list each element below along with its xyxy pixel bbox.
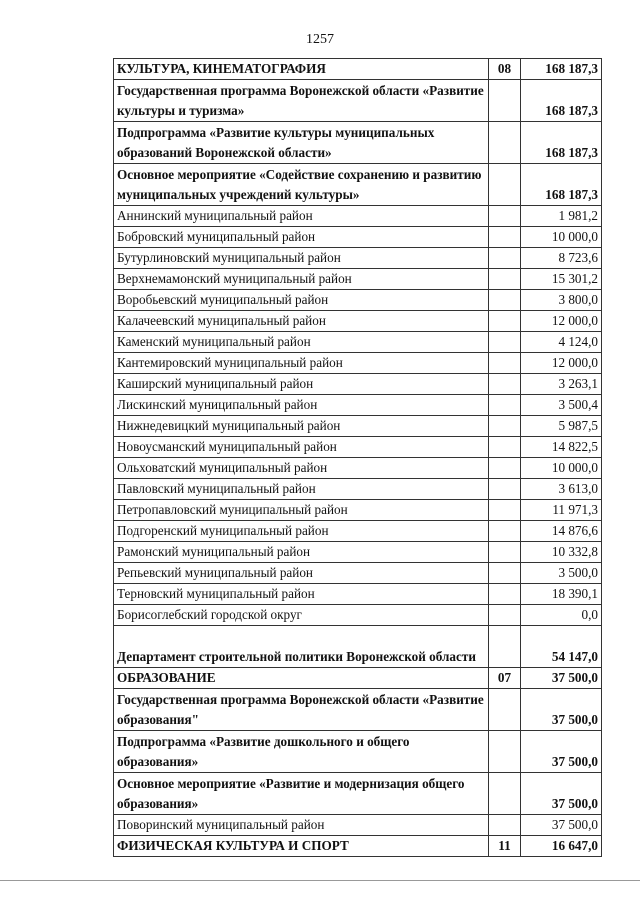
- row-section-code: [489, 458, 521, 479]
- table-row: [114, 59, 602, 80]
- page-number: 1257: [306, 32, 334, 47]
- row-name: Государственная программа Воронежской области «Развитие образования": [114, 689, 489, 731]
- row-section-code: [489, 311, 521, 332]
- row-name: Подгоренский муниципальный район: [114, 521, 489, 542]
- row-name: Подпрограмма «Развитие культуры муниципальных образований Воронежской области»: [114, 122, 489, 164]
- table-row: [114, 395, 602, 416]
- row-section-code: [489, 563, 521, 584]
- row-section-code: [489, 395, 521, 416]
- table-row: [114, 437, 602, 458]
- row-name: Основное мероприятие «Развитие и модернизация общего образования»: [114, 773, 489, 815]
- row-amount: 168 187,3: [521, 164, 602, 206]
- row-amount: 54 147,0: [521, 626, 602, 668]
- row-amount: 37 500,0: [521, 689, 602, 731]
- table-row: [114, 332, 602, 353]
- table-row: [114, 689, 602, 731]
- budget-table-body: [114, 59, 602, 857]
- row-amount: 3 500,4: [521, 395, 602, 416]
- row-section-code: [489, 206, 521, 227]
- row-name: Рамонский муниципальный район: [114, 542, 489, 563]
- table-row: [114, 773, 602, 815]
- row-name: Аннинский муниципальный район: [114, 206, 489, 227]
- row-section-code: [489, 815, 521, 836]
- table-row: [114, 731, 602, 773]
- table-row: [114, 626, 602, 668]
- table-row: [114, 353, 602, 374]
- row-name: Департамент строительной политики Воронежской области: [114, 626, 489, 668]
- row-name: Бобровский муниципальный район: [114, 227, 489, 248]
- row-amount: 15 301,2: [521, 269, 602, 290]
- table-row: [114, 500, 602, 521]
- row-section-code: [489, 248, 521, 269]
- row-name: Верхнемамонский муниципальный район: [114, 269, 489, 290]
- row-section-code: [489, 80, 521, 122]
- table-row: [114, 122, 602, 164]
- row-section-code: [489, 542, 521, 563]
- row-amount: 168 187,3: [521, 80, 602, 122]
- row-name: Каменский муниципальный район: [114, 332, 489, 353]
- row-name: Лискинский муниципальный район: [114, 395, 489, 416]
- row-amount: 3 613,0: [521, 479, 602, 500]
- table-row: [114, 290, 602, 311]
- row-section-code: [489, 500, 521, 521]
- table-row: [114, 269, 602, 290]
- row-amount: 3 800,0: [521, 290, 602, 311]
- row-amount: 12 000,0: [521, 353, 602, 374]
- row-amount: 3 263,1: [521, 374, 602, 395]
- table-row: [114, 80, 602, 122]
- row-name: Кантемировский муниципальный район: [114, 353, 489, 374]
- row-name: Новоусманский муниципальный район: [114, 437, 489, 458]
- table-row: [114, 668, 602, 689]
- row-name: Поворинский муниципальный район: [114, 815, 489, 836]
- row-amount: 8 723,6: [521, 248, 602, 269]
- budget-table: [113, 58, 602, 857]
- table-row: [114, 584, 602, 605]
- row-name: Терновский муниципальный район: [114, 584, 489, 605]
- row-name: Ольховатский муниципальный район: [114, 458, 489, 479]
- row-section-code: [489, 122, 521, 164]
- row-amount: 168 187,3: [521, 59, 602, 80]
- row-name: Каширский муниципальный район: [114, 374, 489, 395]
- row-amount: 3 500,0: [521, 563, 602, 584]
- row-section-code: [489, 626, 521, 668]
- row-amount: 11 971,3: [521, 500, 602, 521]
- row-amount: 1 981,2: [521, 206, 602, 227]
- row-section-code: [489, 416, 521, 437]
- row-section-code: [489, 773, 521, 815]
- row-amount: 16 647,0: [521, 836, 602, 857]
- row-section-code: [489, 605, 521, 626]
- table-row: [114, 227, 602, 248]
- row-amount: 10 000,0: [521, 458, 602, 479]
- table-row: [114, 248, 602, 269]
- row-amount: 10 332,8: [521, 542, 602, 563]
- row-amount: 37 500,0: [521, 668, 602, 689]
- row-name: Репьевский муниципальный район: [114, 563, 489, 584]
- row-amount: 37 500,0: [521, 773, 602, 815]
- row-name: Основное мероприятие «Содействие сохранению и развитию муниципальных учреждений культуры»: [114, 164, 489, 206]
- row-section-code: [489, 374, 521, 395]
- row-section-code: [489, 584, 521, 605]
- row-section-code: 08: [489, 59, 521, 80]
- row-name: Воробьевский муниципальный район: [114, 290, 489, 311]
- row-name: ФИЗИЧЕСКАЯ КУЛЬТУРА И СПОРТ: [114, 836, 489, 857]
- row-amount: 37 500,0: [521, 731, 602, 773]
- table-row: [114, 164, 602, 206]
- row-name: КУЛЬТУРА, КИНЕМАТОГРАФИЯ: [114, 59, 489, 80]
- row-section-code: [489, 689, 521, 731]
- table-row: [114, 206, 602, 227]
- row-section-code: [489, 479, 521, 500]
- table-row: [114, 458, 602, 479]
- row-name: Нижнедевицкий муниципальный район: [114, 416, 489, 437]
- row-name: Бутурлиновский муниципальный район: [114, 248, 489, 269]
- row-name: Подпрограмма «Развитие дошкольного и общего образования»: [114, 731, 489, 773]
- row-section-code: 07: [489, 668, 521, 689]
- row-amount: 5 987,5: [521, 416, 602, 437]
- table-row: [114, 479, 602, 500]
- row-section-code: [489, 521, 521, 542]
- row-amount: 168 187,3: [521, 122, 602, 164]
- row-name: ОБРАЗОВАНИЕ: [114, 668, 489, 689]
- row-section-code: [489, 164, 521, 206]
- row-section-code: [489, 353, 521, 374]
- row-amount: 18 390,1: [521, 584, 602, 605]
- table-row: [114, 416, 602, 437]
- row-amount: 10 000,0: [521, 227, 602, 248]
- row-amount: 4 124,0: [521, 332, 602, 353]
- table-row: [114, 311, 602, 332]
- row-name: Калачеевский муниципальный район: [114, 311, 489, 332]
- row-section-code: 11: [489, 836, 521, 857]
- row-name: Петропавловский муниципальный район: [114, 500, 489, 521]
- row-section-code: [489, 731, 521, 773]
- row-section-code: [489, 332, 521, 353]
- table-row: [114, 521, 602, 542]
- page-bottom-divider: [0, 880, 640, 881]
- table-row: [114, 815, 602, 836]
- table-row: [114, 374, 602, 395]
- row-section-code: [489, 290, 521, 311]
- row-section-code: [489, 269, 521, 290]
- table-row: [114, 836, 602, 857]
- row-amount: 14 822,5: [521, 437, 602, 458]
- row-amount: 37 500,0: [521, 815, 602, 836]
- row-name: Государственная программа Воронежской области «Развитие культуры и туризма»: [114, 80, 489, 122]
- row-section-code: [489, 227, 521, 248]
- table-row: [114, 605, 602, 626]
- row-name: Павловский муниципальный район: [114, 479, 489, 500]
- table-row: [114, 542, 602, 563]
- row-amount: 14 876,6: [521, 521, 602, 542]
- row-amount: 0,0: [521, 605, 602, 626]
- row-name: Борисоглебский городской округ: [114, 605, 489, 626]
- row-section-code: [489, 437, 521, 458]
- row-amount: 12 000,0: [521, 311, 602, 332]
- table-row: [114, 563, 602, 584]
